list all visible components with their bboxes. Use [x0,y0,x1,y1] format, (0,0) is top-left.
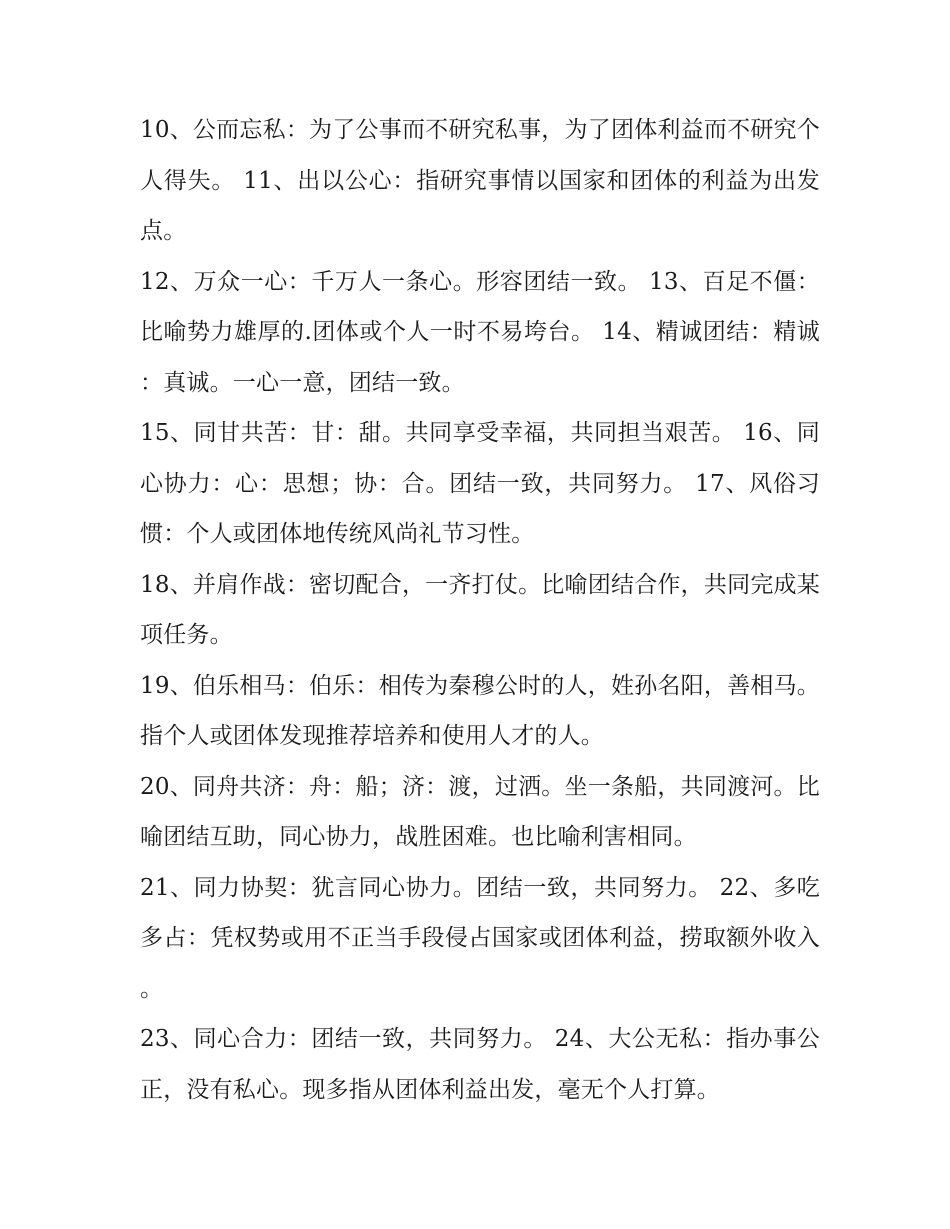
paragraph-idiom-18: 18、并肩作战：密切配合，一齐打仗。比喻团结合作，共同完成某项任务。 [140,571,820,648]
paragraph-idioms-21-22: 21、同力协契：犹言同心协力。团结一致，共同努力。 22、多吃多占：凭权势或用不正当手段侵占国家或团体利益，捞取额外收入。 [140,874,820,1002]
paragraph-idioms-23-24: 23、同心合力：团结一致，共同努力。 24、大公无私：指办事公正，没有私心。现多指从团体利益出发，毫无个人打算。 [140,1026,820,1103]
paragraph-idioms-15-17: 15、同甘共苦：甘：甜。共同享受幸福，共同担当艰苦。 16、同心协力：心：思想；协：合。团结一致，共同努力。 17、风俗习惯：个人或团体地传统风尚礼节习性。 [140,420,820,547]
paragraph-idioms-12-14: 12、万众一心：千万人一条心。形容团结一致。 13、百足不僵：比喻势力雄厚的.团体或个人一时不易垮台。 14、精诚团结：精诚：真诚。一心一意，团结一致。 [140,268,820,396]
paragraph-idiom-19: 19、伯乐相马：伯乐：相传为秦穆公时的人，姓孙名阳，善相马。指个人或团体发现推荐培养和使用人才的人。 [140,672,820,749]
paragraph-idiom-20: 20、同舟共济：舟：船；济：渡，过洒。坐一条船，共同渡河。比喻团结互助，同心协力，战胜困难。也比喻利害相同。 [140,773,820,850]
document-body [140,105,820,1115]
paragraph-idioms-10-11: 10、公而忘私：为了公事而不研究私事，为了团体利益而不研究个人得失。 11、出以公心：指研究事情以国家和团体的利益为出发点。 [140,117,820,244]
